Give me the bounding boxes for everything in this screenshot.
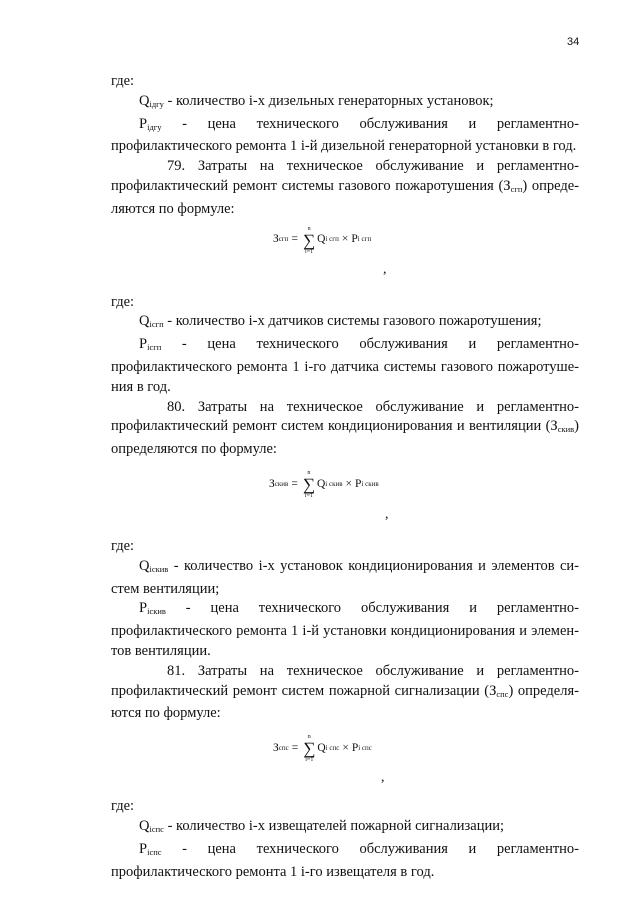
formula-80-block <box>111 460 579 537</box>
formula-lhs: З <box>273 233 279 246</box>
paragraph-text: ) опреде- <box>522 177 579 194</box>
paragraph-81-line2 <box>111 682 579 705</box>
formula-comma: , <box>383 261 387 277</box>
times-sign: × <box>345 477 353 490</box>
formula-q: Q <box>317 233 326 246</box>
formula-subscript: i скив <box>325 479 343 488</box>
formula-subscript: скив <box>274 479 289 488</box>
paragraph-number: 79. <box>167 158 186 175</box>
paragraph-81-line3: ются по формуле: <box>111 705 221 722</box>
formula-79-block <box>111 220 579 293</box>
summation-icon <box>303 734 315 763</box>
symbol-subscript: iдгу <box>149 98 164 109</box>
sum-sign: ∑ <box>303 739 316 759</box>
equals-sign: = <box>291 233 298 246</box>
sum-sign: ∑ <box>303 230 316 250</box>
formula-81 <box>273 734 372 763</box>
symbol-subscript: iскив <box>147 606 166 617</box>
definition-text: - количество i-х датчиков системы газового пожаротушения; <box>163 313 542 330</box>
times-sign: × <box>341 233 349 246</box>
paragraph-text: профилактический ремонт системы газового пожаротушения (З <box>111 177 511 194</box>
paragraph-81-line1 <box>111 662 579 682</box>
symbol-subscript: скив <box>557 424 575 435</box>
paragraph-80-line2 <box>111 417 579 440</box>
definition-text: - количество i-х извещателей пожарной сигнализации; <box>163 817 505 834</box>
symbol-subscript: сгп <box>510 183 523 194</box>
definition-text-cont: профилактического ремонта 1 i-го извещателя в год. <box>111 863 435 880</box>
definition-q <box>111 312 579 335</box>
paragraph-text: Затраты на техническое обслуживание и регламентно- <box>197 662 580 679</box>
formula-81-block <box>111 724 579 797</box>
symbol: Q <box>139 313 150 330</box>
where-label: где: <box>111 73 135 89</box>
formula-80 <box>269 470 379 499</box>
sum-lower-limit: i=1 <box>305 757 314 764</box>
definition-p <box>111 115 579 138</box>
symbol: Q <box>139 817 150 834</box>
paragraph-number: 81. <box>167 662 186 679</box>
paragraph-79-line3: ляются по формуле: <box>111 200 235 217</box>
formula-subscript: i сгп <box>325 235 339 244</box>
sum-upper-limit: n <box>307 734 311 741</box>
formula-p: P <box>355 477 362 490</box>
symbol: P <box>139 336 148 353</box>
symbol: Q <box>139 557 150 574</box>
symbol-subscript: iспс <box>147 846 162 857</box>
paragraph-text: Затраты на техническое обслуживание и регламентно- <box>197 398 580 415</box>
sum-upper-limit: n <box>307 225 311 232</box>
definition-q <box>111 817 579 840</box>
definition-p <box>111 840 579 863</box>
summation-icon <box>303 226 315 255</box>
formula-subscript: i сгп <box>357 235 372 244</box>
formula-q: Q <box>316 477 326 490</box>
definition-q <box>111 92 579 115</box>
definition-p <box>111 599 579 622</box>
symbol-subscript: спс <box>496 688 509 699</box>
summation-icon <box>303 470 315 499</box>
sum-upper-limit: n <box>307 469 311 476</box>
formula-lhs: З <box>269 477 275 490</box>
symbol: P <box>139 115 148 132</box>
formula-subscript: i скив <box>361 479 379 488</box>
symbol-subscript: iспс <box>149 823 164 834</box>
symbol: Q <box>139 92 150 109</box>
where-label: где: <box>111 537 135 554</box>
formula-p: P <box>351 233 358 246</box>
formula-subscript: сгп <box>278 235 289 244</box>
symbol-subscript: iскив <box>149 563 169 574</box>
page-number: 34 <box>567 36 580 48</box>
where-label: где: <box>111 293 135 310</box>
paragraph-79-line1 <box>111 157 579 177</box>
where-label: где: <box>111 798 135 815</box>
paragraph-text: Затраты на техническое обслуживание и регламентно- <box>197 158 580 175</box>
formula-comma: , <box>381 770 385 786</box>
definition-text: - количество i-х установок кондиционирования и элементов си- <box>168 557 579 574</box>
formula-p: P <box>351 741 359 754</box>
formula-lhs: З <box>273 741 279 754</box>
definition-q <box>111 557 579 580</box>
definition-text-cont: профилактического ремонта 1 i-й установки кондиционирования и элемен- <box>111 623 579 640</box>
sum-sign: ∑ <box>302 474 315 494</box>
definition-text: - цена технического обслуживания и регламентно- <box>161 840 579 857</box>
formula-subscript: i спс <box>325 743 340 752</box>
definition-text: - цена технического обслуживания и регламентно- <box>161 336 579 353</box>
paragraph-80-line3: определяются по формуле: <box>111 441 277 458</box>
definition-text-cont: ния в год. <box>111 378 171 395</box>
sum-lower-limit: i=1 <box>305 248 314 255</box>
symbol-subscript: iдгу <box>147 121 162 132</box>
definition-text-cont: стем вентиляции; <box>111 580 220 597</box>
paragraph-text: профилактический ремонт систем пожарной сигнализации (З <box>111 682 497 699</box>
definition-text-cont: профилактического ремонта 1 i-го датчика системы газового пожаротуше- <box>111 358 579 375</box>
symbol: P <box>139 600 148 617</box>
formula-q: Q <box>317 741 326 754</box>
paragraph-80-line1 <box>111 398 579 418</box>
formula-subscript: спс <box>278 743 289 752</box>
definition-p <box>111 335 579 358</box>
formula-79 <box>273 226 371 255</box>
equals-sign: = <box>291 741 299 754</box>
definition-text-cont: профилактического ремонта 1 i-й дизельной генераторной установки в год. <box>111 138 577 155</box>
paragraph-text: ) <box>574 418 579 435</box>
sum-lower-limit: i=1 <box>304 492 313 499</box>
times-sign: × <box>342 741 349 754</box>
symbol-subscript: iсгп <box>149 319 164 330</box>
paragraph-text: профилактический ремонт систем кондиционирования и вентиляции (З <box>111 418 558 435</box>
paragraph-text: ) определя- <box>508 682 579 699</box>
symbol: P <box>139 840 148 857</box>
paragraph-number: 80. <box>167 398 186 415</box>
definition-text: - цена технического обслуживания и регламентно- <box>165 600 579 617</box>
symbol-subscript: iсгп <box>147 342 162 353</box>
paragraph-79-line2 <box>111 177 579 200</box>
formula-subscript: i спс <box>358 743 372 752</box>
definition-text: - цена технического обслуживания и регламентно- <box>161 115 579 132</box>
definition-text: - количество i-х дизельных генераторных установок; <box>163 92 494 109</box>
formula-comma: , <box>385 506 389 522</box>
definition-text-cont: тов вентиляции. <box>111 642 211 659</box>
equals-sign: = <box>291 477 298 490</box>
document-body <box>111 72 579 882</box>
